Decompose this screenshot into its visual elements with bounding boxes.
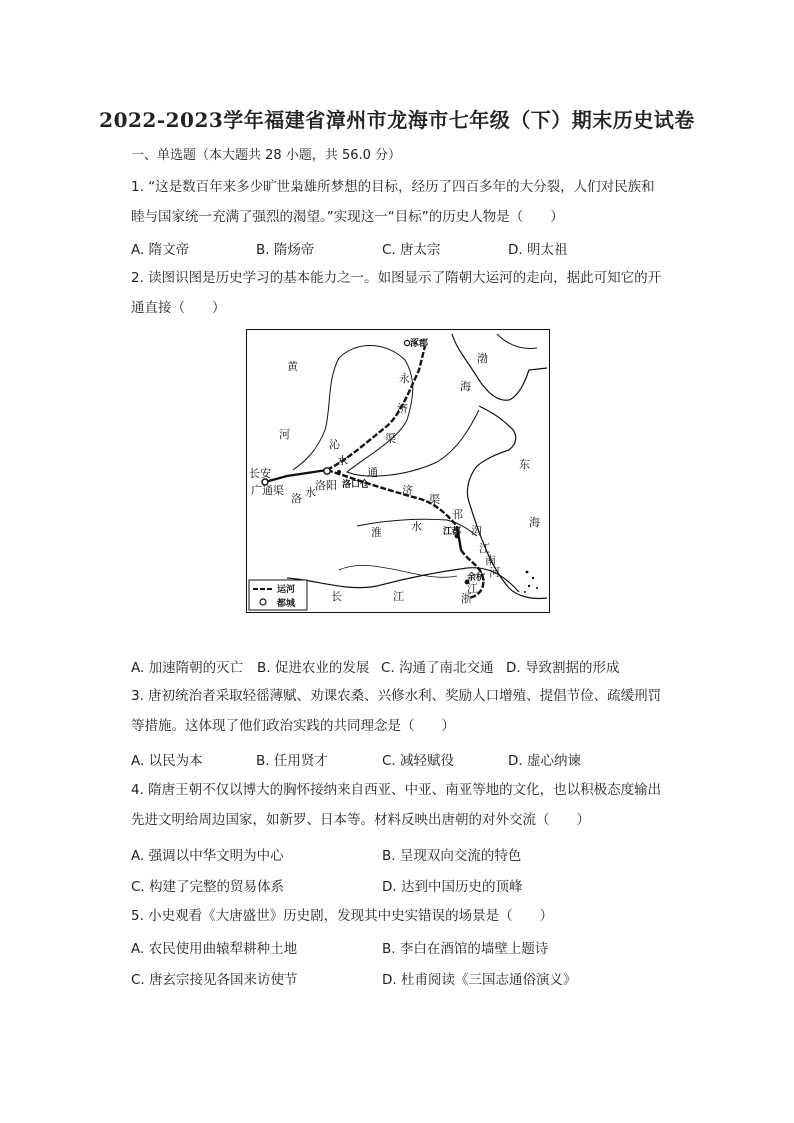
question-3: [131, 681, 691, 741]
liaodong-coast: [497, 334, 537, 348]
question-text-line: 1. “这是数百年来多少旷世枭雄所梦想的目标，经历了四百多年的大分裂，人们对民族和: [131, 179, 655, 195]
option-c[interactable]: C. 构建了完整的贸易体系: [131, 879, 285, 895]
label-canal-tongji-2: 济: [402, 484, 413, 497]
option-c[interactable]: C. 唐玄宗接见各国来访使节: [131, 972, 298, 988]
option-b[interactable]: B. 促进农业的发展: [257, 660, 370, 676]
label-luoyang: 洛阳: [315, 479, 337, 492]
question-2: [131, 263, 691, 323]
label-luokoucang: 洛口仓: [342, 480, 370, 490]
label-canal-jiangnan-1: 江: [479, 542, 490, 555]
label-changan: 长安: [249, 467, 271, 480]
question-5: [131, 901, 691, 931]
label-river-huai-1: 淮: [371, 526, 382, 539]
label-jiangdu: 江都: [443, 527, 462, 537]
question-text-line: 通直接（ ）: [131, 300, 226, 316]
label-river-luo-1: 洛: [291, 492, 302, 505]
question-text-line: 4. 隋唐王朝不仅以博大的胸怀接纳来自西亚、中亚、南亚等地的文化，也以积极态度输出: [131, 782, 662, 798]
zhuojun-dot: [404, 340, 409, 345]
question-text-line: 先进文明给周边国家，如新罗、日本等。材料反映出唐朝的对外交流（ ）: [131, 812, 590, 828]
map-legend: [249, 580, 307, 610]
sui-grand-canal-map: [246, 329, 550, 613]
option-a[interactable]: A. 隋文帝: [131, 242, 190, 258]
question-text-line: 睦与国家统一充满了强烈的渴望。”实现这一“目标”的历史人物是（ ）: [131, 209, 564, 225]
label-river-luo-2: 水: [305, 486, 316, 499]
label-canal-tongji-3: 渠: [429, 493, 440, 506]
label-sea-dong: 东: [519, 458, 530, 471]
option-d[interactable]: D. 虚心纳谏: [508, 753, 581, 769]
option-d[interactable]: D. 明太祖: [508, 242, 568, 258]
question-text-line: 5. 小史观看《大唐盛世》历史剧，发现其中史实错误的场景是（ ）: [131, 908, 554, 924]
label-canal-yongji-1: 永: [399, 372, 410, 385]
yellow-river: [293, 345, 479, 476]
label-river-jiang: 江: [393, 590, 404, 603]
options-q4: [131, 844, 711, 904]
option-b[interactable]: B. 隋炀帝: [256, 242, 315, 258]
question-1: [131, 172, 691, 232]
option-b[interactable]: B. 任用贤才: [256, 753, 328, 769]
option-a[interactable]: A. 农民使用曲辕犁耕种土地: [131, 941, 298, 957]
legend-canal-label: 运河: [277, 585, 296, 595]
option-b[interactable]: B. 李白在酒馆的墙壁上题诗: [382, 941, 549, 957]
label-sea-bo: 渤: [477, 352, 488, 365]
label-river-huang: 黄: [287, 360, 298, 373]
option-b[interactable]: B. 呈现双向交流的特色: [382, 848, 522, 864]
label-canal-tongji-1: 通: [367, 466, 378, 479]
label-canal-hangou-2: 沟: [471, 524, 482, 537]
option-a[interactable]: A. 加速隋朝的灭亡: [131, 660, 244, 676]
legend-capital-swatch: [260, 599, 266, 605]
option-a[interactable]: A. 以民为本: [131, 753, 203, 769]
label-canal-yongji-2: 济: [397, 402, 408, 415]
label-sea-donghai: 海: [529, 516, 540, 529]
question-text-line: 等措施。这体现了他们政治实践的共同理念是（ ）: [131, 718, 455, 734]
label-river-qin-1: 沁: [329, 438, 340, 451]
label-canal-guangtong: 广通渠: [251, 484, 284, 497]
label-river-he: 河: [279, 428, 290, 441]
option-c[interactable]: C. 减轻赋役: [382, 753, 455, 769]
label-river-chang: 长: [331, 590, 342, 603]
label-river-qin-2: 水: [337, 454, 348, 467]
label-river-huai-2: 水: [411, 520, 422, 533]
option-c[interactable]: C. 唐太宗: [382, 242, 441, 258]
label-canal-hangou-1: 邗: [452, 508, 463, 521]
options-q5: [131, 937, 711, 997]
legend-capital-label: 都城: [277, 599, 296, 609]
luokoucang-dot: [337, 470, 341, 474]
page-title: 2022-2023学年福建省漳州市龙海市七年级（下）期末历史试卷: [99, 108, 695, 132]
option-d[interactable]: D. 达到中国历史的顶峰: [382, 879, 523, 895]
question-text-line: 3. 唐初统治者采取轻徭薄赋、劝课农桑、兴修水利、奖励人口增殖、提倡节俭、疏缓刑罚: [131, 688, 662, 704]
label-sea-hai: 海: [460, 380, 471, 393]
option-a[interactable]: A. 强调以中华文明为中心: [131, 848, 284, 864]
label-zhuojun: 涿郡: [410, 339, 429, 349]
label-river-zhe-1: 浙: [461, 592, 472, 605]
label-canal-jiangnan-3: 河: [489, 566, 500, 579]
label-canal-jiangnan-2: 南: [485, 554, 496, 567]
yangtze-branch: [339, 565, 457, 577]
question-4: [131, 775, 691, 835]
luoyang-dot: [324, 468, 330, 474]
option-c[interactable]: C. 沟通了南北交通: [381, 660, 494, 676]
question-text-line: 2. 读图识图是历史学习的基本能力之一。如图显示了隋朝大运河的走向，据此可知它的开: [131, 270, 662, 286]
option-d[interactable]: D. 导致割据的形成: [506, 660, 620, 676]
zhoushan-islands: [524, 571, 538, 593]
option-d[interactable]: D. 杜甫阅读《三国志通俗演义》: [382, 972, 577, 988]
label-yuhang: 余杭: [467, 573, 486, 583]
label-river-zhe-2: 江: [467, 582, 478, 595]
label-canal-yongji-3: 渠: [385, 432, 396, 445]
section-heading: 一、单选题（本大题共 28 小题，共 56.0 分）: [131, 148, 402, 163]
